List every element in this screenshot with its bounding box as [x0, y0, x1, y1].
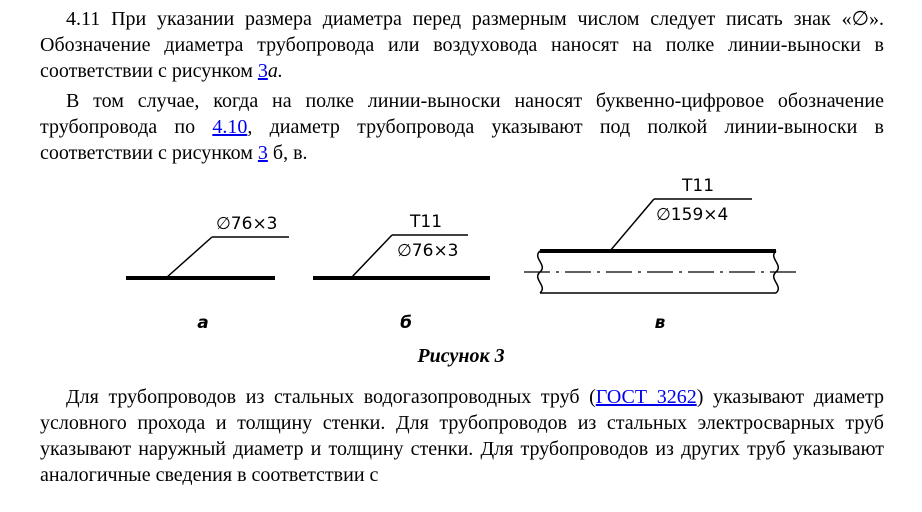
figure-b: [313, 212, 490, 333]
figure-caption: Рисунок 3: [417, 345, 505, 367]
paragraph-text: В том случае, когда на полке линии-выноски наносят буквенно-цифровое обозначение трубопровода по: [40, 90, 884, 138]
link-gost-3262[interactable]: ГОСТ 3262: [595, 386, 697, 408]
link-figure-3[interactable]: 3: [257, 60, 268, 82]
leader-line-b: [351, 235, 392, 278]
paragraph-text: ) указывают диаметр условного прохода и толщину стенки. Для трубопроводов из стальных электросварных труб указывают наружный диаметр и толщину стенки. Для трубопроводов из других труб указывают аналогичные сведения в соответствии с: [40, 386, 884, 486]
paragraph-text: а.: [267, 60, 283, 82]
figure-c: [524, 176, 797, 333]
paragraph-4-11: [40, 6, 884, 84]
paragraph-diameter-under-shelf: [40, 88, 884, 166]
figure-label-b: б: [400, 313, 412, 333]
dimension-label-a: ∅76×3: [216, 214, 278, 234]
leader-line-a: [166, 237, 212, 278]
figure-label-c: в: [654, 313, 666, 333]
pipe-code-label-c: Т11: [682, 176, 715, 196]
dimension-label-b: ∅76×3: [397, 241, 459, 261]
figure-a: [126, 214, 289, 333]
paragraph-text: , диаметр трубопровода указывают под полкой линии-выноски в соответствии с рисунком: [40, 116, 884, 164]
dimension-label-c: ∅159×4: [656, 205, 729, 225]
paragraph-text: 4.11 При указании размера диаметра перед размерным числом следует писать знак «∅». Обозначение диаметра трубопровода или воздуховода наносят на полке линии-выноски в соответствии с рисунком: [40, 8, 884, 82]
link-figure-3[interactable]: 3: [257, 142, 268, 164]
paragraph-text: Для трубопроводов из стальных водогазопроводных труб (: [66, 386, 596, 408]
leader-line-c: [610, 199, 654, 251]
link-section-4-10[interactable]: 4.10: [212, 116, 248, 138]
figure-label-a: а: [197, 313, 209, 333]
paragraph-text: б, в.: [267, 142, 308, 164]
paragraph-steel-pipes: [40, 384, 884, 488]
pipe-code-label-b: Т11: [410, 212, 443, 232]
